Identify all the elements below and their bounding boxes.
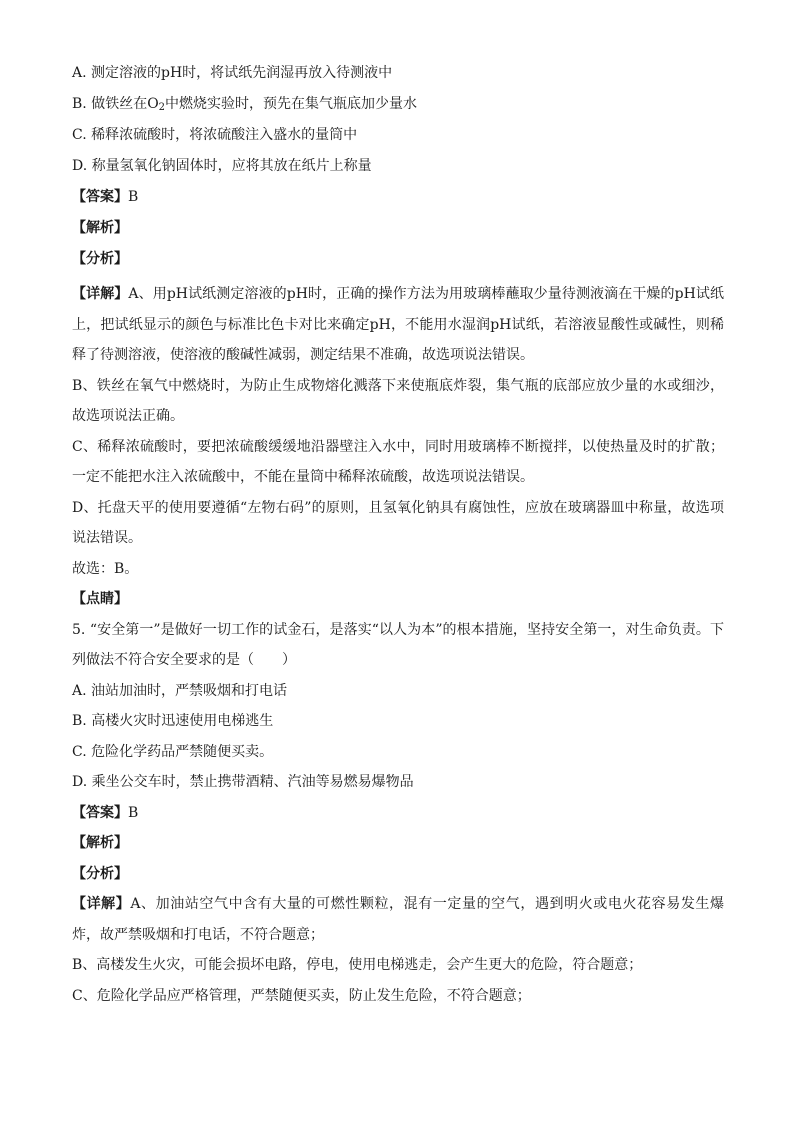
q5-detail-b: B、高楼发生火灾，可能会损坏电路，停电，使用电梯逃走，会产生更大的危险，符合题意； [72, 957, 643, 973]
q5-detail-a [72, 889, 724, 950]
q5-option-d: D. 乘坐公交车时，禁止携带酒精、汽油等易燃易爆物品 [72, 774, 414, 790]
q5-answer-tag: 【答案】 [72, 804, 128, 821]
q4-option-a: A. 测定溶液的pH时，将试纸先润湿再放入待测液中 [72, 65, 393, 81]
q4-detail-a-text: A、用pH试纸测定溶液的pH时，正确的操作方法为用玻璃棒蘸取少量待测液滴在干燥的pH试纸上，把试纸显示的颜色与标准比色卡对比来确定pH，不能用水湿润pH试纸，若溶液显酸性或碱性，则稀释了待测溶液，使溶液的酸碱性减弱，测定结果不准确，故选项说法错误。 [72, 286, 725, 363]
q4-option-d: D. 称量氢氧化钠固体时，应将其放在纸片上称量 [72, 158, 372, 174]
q4-option-b-pre: B. 做铁丝在O [72, 96, 159, 112]
q4-detail-a [72, 279, 724, 371]
q4-detail-c: C、稀释浓硫酸时，要把浓硫酸缓缓地沿器壁注入水中，同时用玻璃棒不断搅拌，以使热量及时的扩散；一定不能把水注入浓硫酸中，不能在量筒中稀释浓硫酸，故选项说法错误。 [72, 438, 724, 485]
q4-option-b [72, 93, 724, 115]
q5-stem: 5. “安全第一”是做好一切工作的试金石，是落实“以人为本”的根本措施，坚持安全第一，对生命负责。下列做法不符合安全要求的是（ ） [72, 621, 724, 668]
q4-conclusion: 故选：B。 [72, 560, 139, 577]
q4-option-b-post: 中燃烧实验时，预先在集气瓶底加少量水 [165, 96, 418, 112]
q4-option-c: C. 稀释浓硫酸时，将浓硫酸注入盛水的量筒中 [72, 127, 358, 143]
q4-answer-tag: 【答案】 [72, 189, 128, 205]
q4-dianjing-tag: 【点睛】 [72, 591, 128, 607]
q5-detail-a-text: A、加油站空气中含有大量的可燃性颗粒，混有一定量的空气，遇到明火或电火花容易发生爆炸，故严禁吸烟和打电话，不符合题意； [72, 896, 725, 943]
q5-answer-value: B [128, 804, 139, 821]
q5-answer [72, 798, 724, 829]
q5-option-a: A. 油站加油时，严禁吸烟和打电话 [72, 682, 288, 699]
q4-fenxi-tag: 【分析】 [72, 251, 128, 267]
q5-detail-c: C、危险化学品应严格管理，严禁随便买卖，防止发生危险，不符合题意； [72, 987, 531, 1004]
q4-detail-b: B、铁丝在氧气中燃烧时，为防止生成物熔化溅落下来使瓶底炸裂，集气瓶的底部应放少量的水或细沙，故选项说法正确。 [72, 377, 724, 424]
q5-analysis-tag: 【解析】 [72, 835, 128, 851]
q4-answer [72, 186, 724, 208]
q4-detail-tag: 【详解】 [72, 286, 129, 302]
q5-option-c: C. 危险化学药品严禁随便买卖。 [72, 743, 274, 760]
q5-option-b: B. 高楼火灾时迅速使用电梯逃生 [72, 713, 274, 729]
q4-analysis-tag: 【解析】 [72, 220, 128, 236]
q4-option-b-sub: 2 [158, 102, 166, 113]
q5-fenxi-tag: 【分析】 [72, 865, 128, 882]
document-page [72, 62, 724, 1011]
q5-detail-tag: 【详解】 [72, 896, 131, 912]
q4-answer-value: B [128, 189, 139, 205]
q4-detail-d: D、托盘天平的使用要遵循“左物右码”的原则，且氢氧化钠具有腐蚀性，应放在玻璃器皿中称量，故选项说法错误。 [72, 499, 724, 546]
